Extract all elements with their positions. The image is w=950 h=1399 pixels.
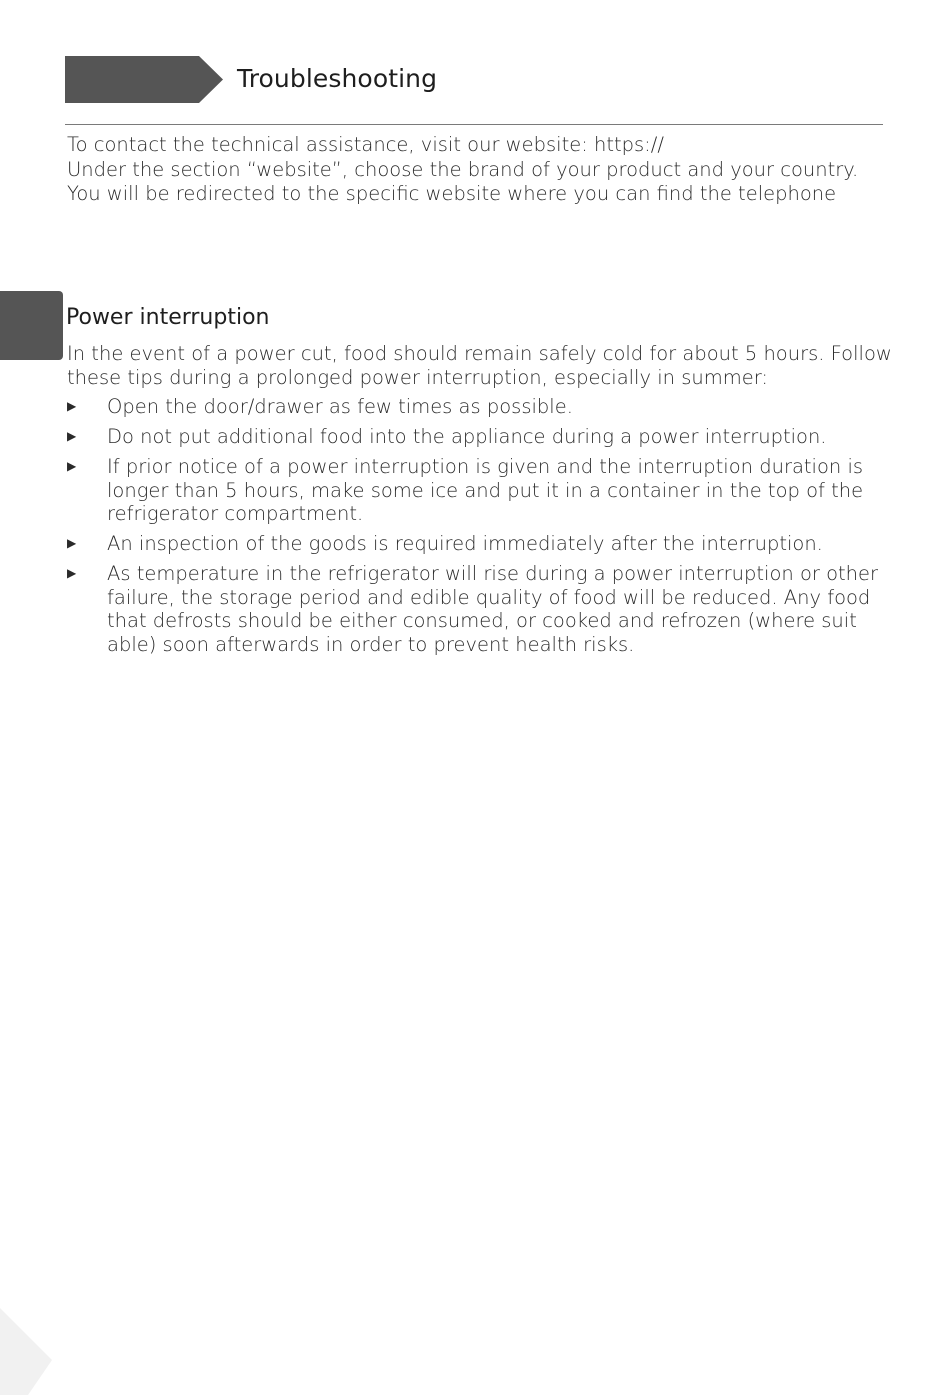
power-interruption-lead (67, 342, 892, 389)
list-item-text: that defrosts should be either consumed, or cooked and refrozen (where suit (107, 609, 857, 632)
page-corner-marker (0, 1308, 60, 1395)
list-item-text: As temperature in the refrigerator will rise during a power interruption or other (107, 562, 879, 585)
header-arrow-shape (65, 56, 223, 103)
chapter-side-tab (0, 291, 63, 360)
lead-line: these tips during a prolonged power interruption, especially in summer: (67, 365, 768, 389)
corner-chevron-shape (0, 1308, 60, 1395)
list-item-text: Open the door/drawer as few times as possible. (107, 395, 573, 418)
list-item-text: able) soon afterwards in order to prevent health risks. (107, 632, 635, 656)
list-item-text: longer than 5 hours, make some ice and put it in a container in the top of the (107, 478, 864, 502)
list-item (67, 425, 887, 449)
contact-info-paragraph (67, 133, 897, 207)
header-divider (65, 124, 883, 125)
contact-info-line: Under the section “website”, choose the brand of your product and your country. (67, 157, 859, 181)
list-item (67, 455, 887, 526)
list-item-text: If prior notice of a power interruption is given and the interruption duration is (107, 455, 864, 478)
triangle-right-icon: ▶ (67, 566, 77, 580)
page-title: Troubleshooting (237, 64, 438, 93)
triangle-right-icon: ▶ (67, 459, 77, 473)
lead-line: In the event of a power cut, food should remain safely cold for about 5 hours. Follow (67, 342, 892, 365)
triangle-right-icon: ▶ (67, 536, 77, 550)
power-interruption-body (67, 342, 892, 663)
list-item-text: failure, the storage period and edible quality of food will be reduced. Any food (107, 585, 871, 609)
list-item (67, 532, 887, 556)
triangle-right-icon: ▶ (67, 399, 77, 413)
list-item-text: Do not put additional food into the appliance during a power interruption. (107, 425, 827, 448)
list-item-text: An inspection of the goods is required immediately after the interruption. (107, 532, 823, 555)
list-item (67, 395, 887, 419)
section-header-tab (65, 56, 223, 103)
contact-info-line: You will be redirected to the specific website where you can find the telephone (67, 182, 837, 205)
power-interruption-tips-list (67, 395, 887, 656)
list-item (67, 562, 887, 656)
contact-info-line: To contact the technical assistance, visit our website: https:// (67, 133, 664, 156)
triangle-right-icon: ▶ (67, 429, 77, 443)
list-item-text: refrigerator compartment. (107, 502, 364, 525)
section-title-power-interruption: Power interruption (66, 305, 270, 330)
